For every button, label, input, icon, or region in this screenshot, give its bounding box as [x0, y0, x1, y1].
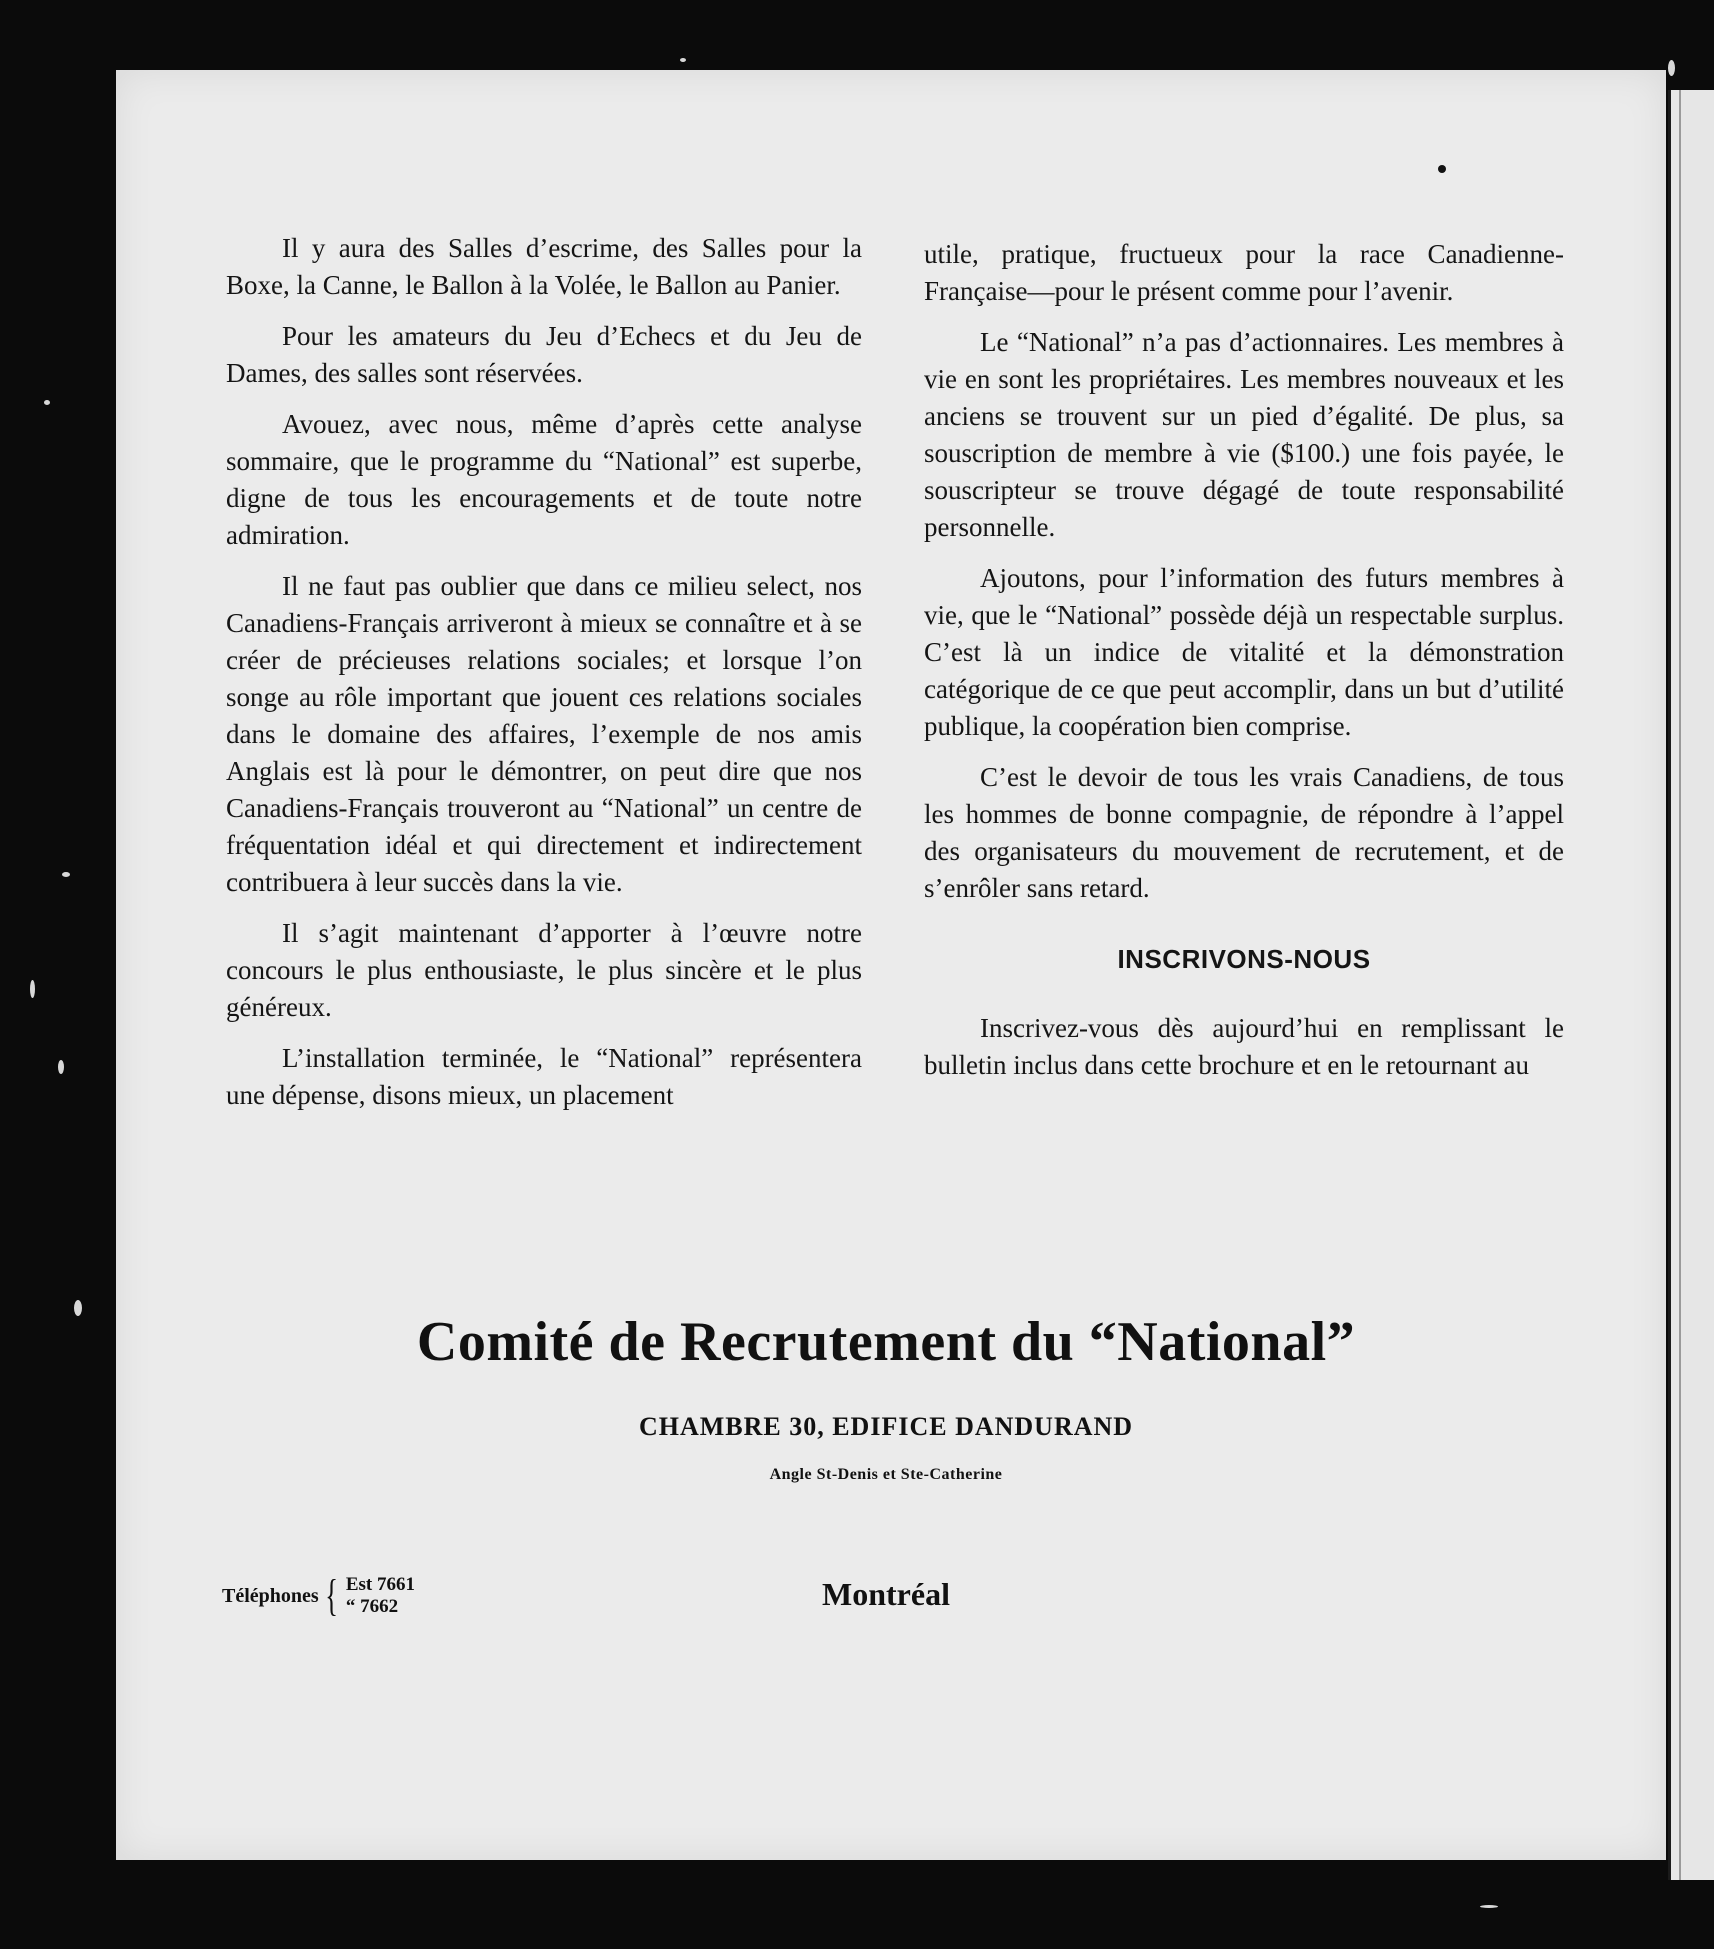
phone-number: Est 7661 — [345, 1574, 415, 1595]
dust-speck — [1668, 60, 1675, 76]
paragraph: Le “National” n’a pas d’actionnaires. Les membres à vie en sont les propriétaires. Les membres nouveaux et les anciens se trouvent sur un pied d’égalité. De plus, sa souscription de membre à vie ($100.) une fois payée, le souscripteur se trouve dégagé de toute responsabilité personnelle. — [924, 327, 1564, 542]
section-heading: INSCRIVONS-NOUS — [1117, 944, 1371, 974]
paragraph: Pour les amateurs du Jeu d’Echecs et du Jeu de Dames, des salles sont réservées. — [226, 321, 862, 388]
dust-speck — [58, 1060, 64, 1074]
paragraph: Il ne faut pas oublier que dans ce milieu select, nos Canadiens-Français arriveront à mieux se connaître et à se créer de précieuses relations sociales; et lorsque l’on songe au rôle important que jouent ces relations sociales dans le domaine des affaires, l’exemple de nos amis Anglais est là pour le démontrer, on peut dire que nos Canadiens-Français trouveront au “National” un centre de fréquentation idéal et qui directement et indirectement contribuera à leur succès dans la vie. — [226, 571, 862, 897]
telephones-label: Téléphones — [222, 1585, 319, 1607]
paragraph-continuation: utile, pratique, fructueux pour la race Canadienne-Française—pour le présent comme pour l’avenir. — [924, 239, 1564, 306]
paragraph: Inscrivez-vous dès aujourd’hui en remplissant le bulletin inclus dans cette brochure et en le retournant au — [924, 1013, 1564, 1080]
ink-dot — [1438, 165, 1446, 173]
dust-speck — [1480, 1905, 1498, 1908]
paragraph: Ajoutons, pour l’information des futurs membres à vie, que le “National” possède déjà un respectable surplus. C’est là un indice de vitalité et la démonstration catégorique de ce que peut accomplir, dans un but d’utilité publique, la coopération bien comprise. — [924, 563, 1564, 741]
page-edge-line — [1679, 90, 1681, 1880]
phone-number: “ 7662 — [345, 1596, 399, 1617]
paragraph: Il y aura des Salles d’escrime, des Salles pour la Boxe, la Canne, le Ballon à la Volée, le Ballon au Panier. — [226, 233, 862, 300]
paragraph: C’est le devoir de tous les vrais Canadiens, de tous les hommes de bonne compagnie, de répondre à l’appel des organisateurs du mouvement de recrutement, et de s’enrôler sans retard. — [924, 762, 1564, 903]
address-line: CHAMBRE 30, EDIFICE DANDURAND — [638, 1412, 1134, 1441]
adjacent-page-edge — [1668, 90, 1714, 1880]
street-corner: Angle St-Denis et Ste-Catherine — [769, 1466, 1003, 1483]
paragraph: Avouez, avec nous, même d’après cette analyse sommaire, que le programme du “National” est superbe, digne de tous les encouragements et de toute notre admiration. — [226, 409, 862, 550]
dust-speck — [62, 872, 70, 877]
dust-speck — [680, 58, 686, 62]
brace-glyph: { — [324, 1571, 338, 1620]
paragraph: Il s’agit maintenant d’apporter à l’œuvre notre concours le plus enthousiaste, le plus sincère et le plus généreux. — [226, 918, 862, 1022]
dust-speck — [30, 980, 35, 998]
city-name: Montréal — [822, 1576, 950, 1612]
committee-title: Comité de Recrutement du “National” — [416, 1311, 1356, 1373]
dust-speck — [44, 400, 50, 405]
dust-speck — [74, 1300, 82, 1316]
right-column — [924, 236, 1564, 1098]
left-column — [226, 230, 862, 1128]
document-page — [116, 70, 1666, 1860]
paragraph: L’installation terminée, le “National” représentera une dépense, disons mieux, un placement — [226, 1043, 862, 1110]
